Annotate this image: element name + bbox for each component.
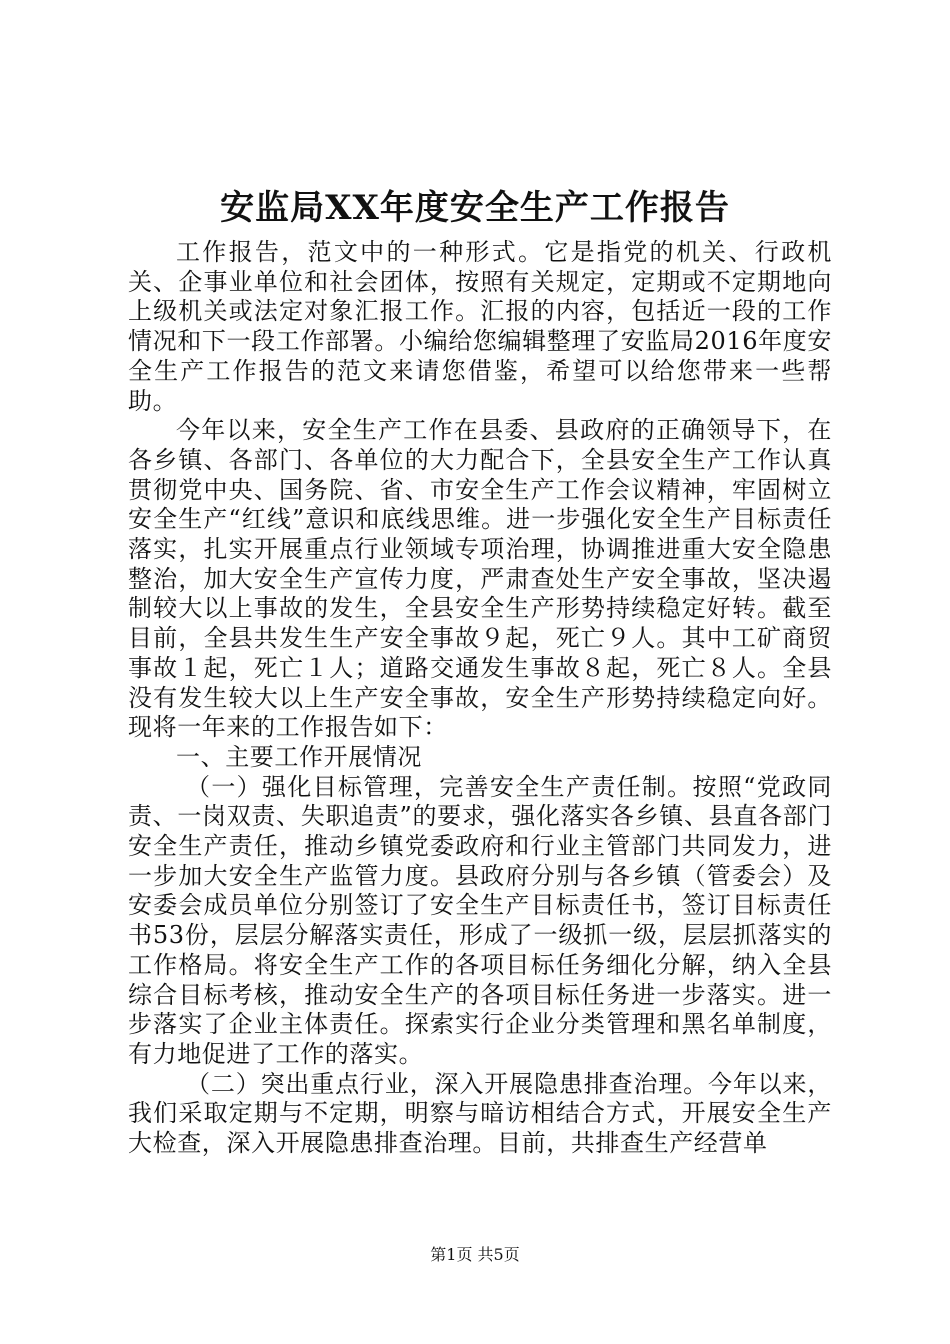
paragraph-intro: 工作报告，范文中的一种形式。它是指党的机关、行政机关、企事业单位和社会团体，按照有关规定，定期或不定期地向上级机关或法定对象汇报工作。汇报的内容，包括近一段的工作情况和下一段工作部署。小编给您编辑整理了安监局2016年度安全生产工作报告的范文来请您借鉴，希望可以给您带来一些帮助。 bbox=[128, 238, 832, 415]
paragraph-subsection-1: （一）强化目标管理，完善安全生产责任制。按照“党政同责、一岗双责、失职追责”的要求，强化落实各乡镇、县直各部门安全生产责任，推动乡镇党委政府和行业主管部门共同发力，进一步加大安全生产监管力度。县政府分别与各乡镇（管委会）及安委会成员单位分别签订了安全生产目标责任书，签订目标责任书53份，层层分解落实责任，形成了一级抓一级，层层抓落实的工作格局。将安全生产工作的各项目标任务细化分解，纳入全县综合目标考核，推动安全生产的各项目标任务进一步落实。进一步落实了企业主体责任。探索实行企业分类管理和黑名单制度，有力地促进了工作的落实。 bbox=[128, 772, 832, 1068]
paragraph-overview: 今年以来，安全生产工作在县委、县政府的正确领导下，在各乡镇、各部门、各单位的大力配合下，全县安全生产工作认真贯彻党中央、国务院、省、市安全生产工作会议精神，牢固树立安全生产“红线”意识和底线思维。进一步强化安全生产目标责任落实，扎实开展重点行业领域专项治理，协调推进重大安全隐患整治，加大安全生产宣传力度，严肃查处生产安全事故，坚决遏制较大以上事故的发生，全县安全生产形势持续稳定好转。截至目前，全县共发生生产安全事故９起，死亡９人。其中工矿商贸事故１起，死亡１人；道路交通发生事故８起，死亡８人。全县没有发生较大以上生产安全事故，安全生产形势持续稳定向好。现将一年来的工作报告如下： bbox=[128, 416, 832, 742]
document-body bbox=[128, 238, 832, 1159]
document-title: 安监局XX年度安全生产工作报告 bbox=[220, 188, 730, 228]
page-number-footer: 第1页 共5页 bbox=[430, 1245, 520, 1264]
paragraph-subsection-2: （二）突出重点行业，深入开展隐患排查治理。今年以来，我们采取定期与不定期，明察与暗访相结合方式，开展安全生产大检查，深入开展隐患排查治理。目前，共排查生产经营单 bbox=[128, 1069, 832, 1158]
section-heading: 一、主要工作开展情况 bbox=[176, 742, 422, 771]
